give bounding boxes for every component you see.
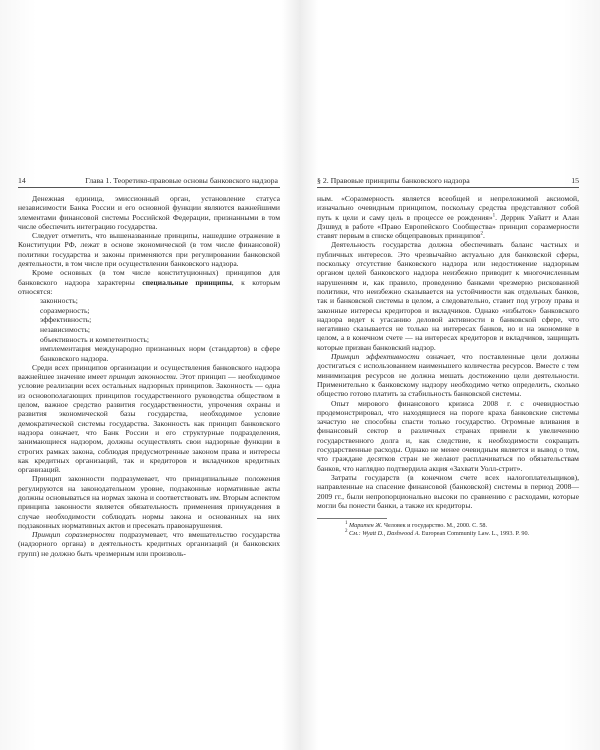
list-item: законность; bbox=[40, 296, 78, 306]
right-page-number: 15 bbox=[571, 176, 579, 185]
right-paragraph-3: Принцип эффективности означает, что поставленные цели должны достигаться с использованием наименьшего количества ресурсов. Вместе с тем минимизация ресурсов не должна мешать достижению цели деятельности. Применительно к банковскому надзору необходимо четко определить, сколько общество готово платить за стабильность банковской системы. bbox=[317, 352, 579, 399]
list-item: соразмерность; bbox=[40, 305, 90, 315]
left-running-head: Глава 1. Теоретико-правовые основы банковского надзора bbox=[85, 176, 278, 185]
left-paragraph-4: Среди всех принципов организации и осуществления банковского надзора важнейшее значение имеет принцип законности. Этот принцип — необходимое условие реализации всех остальных надзорных принципов. Законность — одна из основополагающих принципов государственного руководства обществом в целом, важное средство развития государственности, упрочения охраны и развития экономической базы государства, необходимое условие демократической системы государства. Законность как принцип банковского надзора означает, что Банк России и его структурные подразделения, занимающиеся надзором, должны осуществлять свои надзорные функции в строгих рамках закона, соблюдая предусмотренные законом права и интересы как кредитных организаций, так и кредиторов и вкладчиков кредитных организаций. bbox=[18, 362, 280, 475]
footnote-ref[interactable]: 1 bbox=[492, 213, 496, 219]
list-item: независимость; bbox=[40, 325, 91, 335]
footnotes bbox=[317, 518, 579, 538]
left-page-number: 14 bbox=[18, 176, 26, 185]
principles-list bbox=[40, 296, 280, 344]
left-paragraph-5: Принцип законности подразумевает, что принципиальные положения регулируются на законодательном уровне, подзаконные нормативные акты должны основываться на нормах закона и соответствовать им. Вторым аспектом принципа законности является обязательность применения принуждения в случае необходимости соблюдать нормы закона и основанных на них подзаконных нормативных актов и пресекать правонарушения. bbox=[18, 474, 280, 530]
list-item: эффективность; bbox=[40, 315, 92, 325]
right-page bbox=[317, 176, 579, 538]
left-page bbox=[18, 176, 280, 558]
right-paragraph-5: Затраты государств (в конечном счете всех налогоплательщиков), направленные на спасение финансовой (банковской) системы в период 2008—2009 гг., были непропорционально высоки по сравнению с расходами, которые могли бы понести банки, а также их кредиторы. bbox=[317, 472, 579, 510]
footnote: $^2$ См.: Wyatt D., Dashwood A. European Community Law. L., 1993. P. 90. bbox=[345, 528, 530, 537]
footnote: $^1$ Маритен Ж. Человек и государство. М., 2000. С. 58. bbox=[345, 521, 488, 530]
right-running-header bbox=[317, 176, 579, 188]
left-running-header bbox=[18, 176, 280, 188]
left-paragraph-1: Денежная единица, эмиссионный орган, установление статуса независимости Банка России и его основной функции являются важнейшими элементами финансовой системы Российской Федерации, признанными в том числе обеспечить интеграцию государства. bbox=[18, 194, 280, 231]
list-item: объективность и компетентность; bbox=[40, 334, 149, 344]
left-paragraph-6: Принцип соразмерности подразумевает, что вмешательство государства (надзорного органа) в деятельность кредитных организаций (и банковских групп) не должно быть чрезмерным или произволь- bbox=[18, 530, 281, 558]
left-paragraph-2: Следует отметить, что вышеназванные принципы, нашедшие отражение в Конституции РФ, лежат в основе экономической (в том числе финансовой) политики государства и законы применяются при регулировании банковской деятельности, в том числе при осуществлении банковского надзора. bbox=[18, 231, 280, 269]
list-item-last: имплементация международно признанных норм (стандартов) в сфере банковского надзора. bbox=[40, 344, 280, 363]
left-paragraph-3: Кроме основных (в том числе конституционных) принципов для банковского надзора характерны специальные принципы, к которым относятся: bbox=[18, 268, 280, 296]
right-paragraph-4: Опыт мирового финансового кризиса 2008 г. с очевидностью продемонстрировал, что находящиеся на пороге краха банковские системы зачастую не способны спасти только государство. Огромные вливания в финансовый сектор в различных странах привели к увеличению государственного долга и, как следствие, к необходимости сокращать государственные расходы. Однако не менее очевидным является и вывод о том, что граждане десятков стран не желают расплачиваться по обязательствам банков, что наглядно подтвердила акция «Захвати Уолл-стрит». bbox=[317, 398, 579, 473]
right-paragraph-2: Деятельность государства должна обеспечивать баланс частных и публичных интересов. Это чрезвычайно актуально для банковской сферы, поскольку отсутствие банковского надзора или недостижение надзорным органом целей банковского надзора неизбежно приводит к многочисленным нарушениям и, как правило, проведению банками чрезмерно рискованной политики, что неизбежно сказывается на устойчивости как отдельных банков, так и банковской системы в целом, а следовательно, ставит под угрозу права и законные интересы кредиторов и вкладчиков. Однако «избыток» банковского надзора ведет к угасанию деловой активности в банковской сфере, что негативно сказывается не только на интересах банков, но и на экономике в целом, а в конечном счете — на интересах кредиторов и вкладчиков, защищать которые призван банковский надзор. bbox=[317, 240, 579, 352]
footnote-ref[interactable]: 2 bbox=[480, 231, 483, 237]
right-running-head: § 2. Правовые принципы банковского надзора bbox=[317, 176, 470, 185]
right-paragraph-1: ным. «Соразмерность является всеобщей и непреложимой аксиомой, изначально очевидным принципом, поскольку средства представляют собой путь к цели и саму цель в процессе ее рождения»$^1$. Деррик Уайатт и Алан Дэшвуд в работе «Право Европейского Сообщества» принцип соразмерности ставят первым в списке общеправовых принципов$^2$. bbox=[317, 194, 579, 241]
